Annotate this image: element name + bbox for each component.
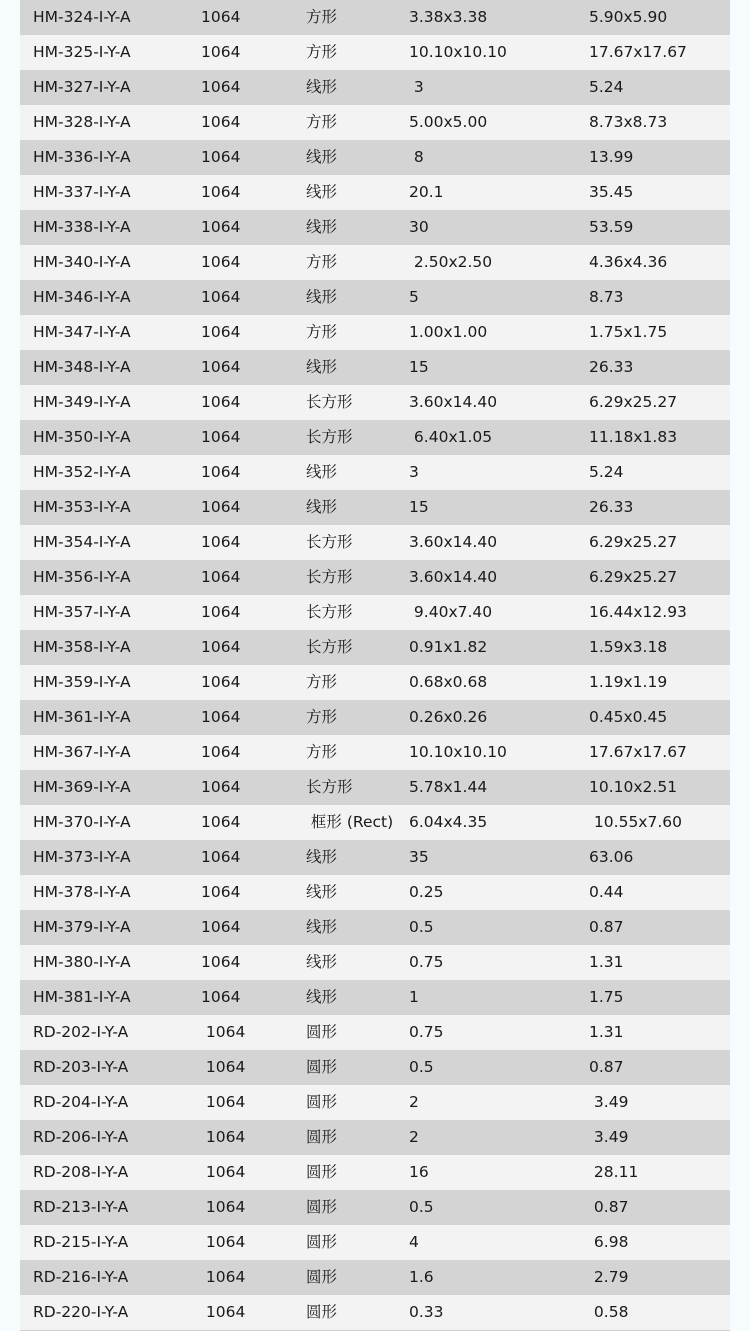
cell-wavelength: 1064 xyxy=(201,778,241,796)
cell-size: 6.04x4.35 xyxy=(409,813,488,831)
cell-shape: 线形 xyxy=(306,498,338,516)
cell-model: RD-213-I-Y-A xyxy=(33,1198,129,1216)
cell-wavelength: 1064 xyxy=(201,148,241,166)
cell-size: 3.60x14.40 xyxy=(409,568,498,586)
cell-output: 10.55x7.60 xyxy=(589,813,682,831)
cell-output: 6.29x25.27 xyxy=(589,568,678,586)
cell-model: HM-358-I-Y-A xyxy=(33,638,131,656)
cell-shape: 圆形 xyxy=(306,1058,338,1076)
product-spec-table xyxy=(20,0,730,1330)
cell-output: 11.18x1.83 xyxy=(589,428,678,446)
cell-model: HM-350-I-Y-A xyxy=(33,428,131,446)
cell-wavelength: 1064 xyxy=(201,43,241,61)
cell-output: 17.67x17.67 xyxy=(589,43,687,61)
cell-shape: 方形 xyxy=(306,743,338,761)
cell-output: 16.44x12.93 xyxy=(589,603,687,621)
cell-model: RD-216-I-Y-A xyxy=(33,1268,129,1286)
cell-output: 10.10x2.51 xyxy=(589,778,678,796)
cell-size: 3.60x14.40 xyxy=(409,533,498,551)
cell-shape: 方形 xyxy=(306,253,338,271)
cell-output: 3.49 xyxy=(589,1128,629,1146)
cell-shape: 线形 xyxy=(306,463,338,481)
table-row xyxy=(20,1015,730,1050)
cell-size: 35 xyxy=(409,848,429,866)
table-row xyxy=(20,280,730,315)
table-row xyxy=(20,980,730,1015)
cell-size: 0.75 xyxy=(409,1023,444,1041)
cell-wavelength: 1064 xyxy=(201,463,241,481)
cell-model: RD-215-I-Y-A xyxy=(33,1233,129,1251)
table-row xyxy=(20,595,730,630)
table-row xyxy=(20,735,730,770)
table-row xyxy=(20,385,730,420)
table-row xyxy=(20,1295,730,1330)
cell-model: RD-203-I-Y-A xyxy=(33,1058,129,1076)
cell-shape: 方形 xyxy=(306,8,338,26)
cell-wavelength: 1064 xyxy=(201,883,241,901)
cell-size: 0.75 xyxy=(409,953,444,971)
cell-shape: 圆形 xyxy=(306,1303,338,1321)
table-row xyxy=(20,525,730,560)
table-row xyxy=(20,70,730,105)
cell-model: HM-352-I-Y-A xyxy=(33,463,131,481)
cell-output: 8.73x8.73 xyxy=(589,113,668,131)
cell-model: HM-338-I-Y-A xyxy=(33,218,131,236)
cell-wavelength: 1064 xyxy=(201,1023,246,1041)
cell-size: 6.40x1.05 xyxy=(409,428,493,446)
cell-wavelength: 1064 xyxy=(201,988,241,1006)
cell-model: HM-369-I-Y-A xyxy=(33,778,131,796)
cell-wavelength: 1064 xyxy=(201,953,241,971)
table-row xyxy=(20,1190,730,1225)
cell-shape: 框形 (Rect) xyxy=(306,813,394,831)
cell-model: RD-202-I-Y-A xyxy=(33,1023,129,1041)
cell-wavelength: 1064 xyxy=(201,918,241,936)
cell-model: HM-337-I-Y-A xyxy=(33,183,131,201)
cell-wavelength: 1064 xyxy=(201,253,241,271)
cell-shape: 长方形 xyxy=(306,603,353,621)
cell-size: 2.50x2.50 xyxy=(409,253,493,271)
cell-shape: 长方形 xyxy=(306,533,353,551)
cell-shape: 圆形 xyxy=(306,1163,338,1181)
cell-model: HM-327-I-Y-A xyxy=(33,78,131,96)
cell-size: 0.33 xyxy=(409,1303,444,1321)
cell-size: 4 xyxy=(409,1233,419,1251)
cell-model: HM-378-I-Y-A xyxy=(33,883,131,901)
cell-size: 3.60x14.40 xyxy=(409,393,498,411)
cell-output: 28.11 xyxy=(589,1163,639,1181)
cell-size: 0.68x0.68 xyxy=(409,673,488,691)
cell-wavelength: 1064 xyxy=(201,603,241,621)
table-row xyxy=(20,420,730,455)
cell-size: 20.1 xyxy=(409,183,444,201)
cell-model: RD-208-I-Y-A xyxy=(33,1163,129,1181)
cell-shape: 长方形 xyxy=(306,393,353,411)
cell-output: 0.87 xyxy=(589,1058,624,1076)
cell-shape: 线形 xyxy=(306,218,338,236)
cell-size: 0.26x0.26 xyxy=(409,708,488,726)
cell-size: 1 xyxy=(409,988,419,1006)
cell-shape: 圆形 xyxy=(306,1093,338,1111)
cell-shape: 圆形 xyxy=(306,1023,338,1041)
cell-shape: 线形 xyxy=(306,953,338,971)
cell-shape: 方形 xyxy=(306,673,338,691)
cell-size: 2 xyxy=(409,1128,419,1146)
table-row xyxy=(20,1260,730,1295)
cell-shape: 线形 xyxy=(306,848,338,866)
cell-output: 6.29x25.27 xyxy=(589,393,678,411)
table-row xyxy=(20,770,730,805)
cell-size: 0.5 xyxy=(409,918,434,936)
cell-shape: 线形 xyxy=(306,183,338,201)
cell-wavelength: 1064 xyxy=(201,1233,246,1251)
cell-wavelength: 1064 xyxy=(201,1268,246,1286)
cell-wavelength: 1064 xyxy=(201,183,241,201)
table-row xyxy=(20,1050,730,1085)
cell-wavelength: 1064 xyxy=(201,393,241,411)
cell-model: HM-346-I-Y-A xyxy=(33,288,131,306)
cell-model: RD-206-I-Y-A xyxy=(33,1128,129,1146)
cell-model: RD-204-I-Y-A xyxy=(33,1093,129,1111)
table-row xyxy=(20,175,730,210)
cell-wavelength: 1064 xyxy=(201,673,241,691)
cell-output: 0.58 xyxy=(589,1303,629,1321)
cell-shape: 线形 xyxy=(306,883,338,901)
table-row xyxy=(20,700,730,735)
cell-shape: 线形 xyxy=(306,288,338,306)
cell-wavelength: 1064 xyxy=(201,8,241,26)
cell-wavelength: 1064 xyxy=(201,218,241,236)
cell-output: 6.98 xyxy=(589,1233,629,1251)
cell-model: HM-370-I-Y-A xyxy=(33,813,131,831)
cell-wavelength: 1064 xyxy=(201,323,241,341)
cell-wavelength: 1064 xyxy=(201,358,241,376)
cell-model: RD-220-I-Y-A xyxy=(33,1303,129,1321)
cell-shape: 线形 xyxy=(306,78,338,96)
cell-output: 63.06 xyxy=(589,848,634,866)
cell-model: HM-379-I-Y-A xyxy=(33,918,131,936)
cell-shape: 长方形 xyxy=(306,568,353,586)
table-row xyxy=(20,840,730,875)
cell-shape: 方形 xyxy=(306,708,338,726)
table-row xyxy=(20,105,730,140)
cell-wavelength: 1064 xyxy=(201,288,241,306)
cell-output: 0.44 xyxy=(589,883,624,901)
cell-wavelength: 1064 xyxy=(201,113,241,131)
cell-output: 4.36x4.36 xyxy=(589,253,668,271)
cell-size: 1.6 xyxy=(409,1268,434,1286)
cell-shape: 线形 xyxy=(306,358,338,376)
table-row xyxy=(20,350,730,385)
cell-size: 16 xyxy=(409,1163,429,1181)
cell-output: 1.19x1.19 xyxy=(589,673,668,691)
cell-size: 0.5 xyxy=(409,1198,434,1216)
cell-shape: 长方形 xyxy=(306,428,353,446)
cell-wavelength: 1064 xyxy=(201,1128,246,1146)
cell-size: 10.10x10.10 xyxy=(409,43,507,61)
cell-output: 26.33 xyxy=(589,498,634,516)
cell-output: 5.90x5.90 xyxy=(589,8,668,26)
cell-wavelength: 1064 xyxy=(201,638,241,656)
cell-shape: 长方形 xyxy=(306,638,353,656)
table-row xyxy=(20,805,730,840)
cell-output: 0.87 xyxy=(589,918,624,936)
table-row xyxy=(20,315,730,350)
cell-model: HM-354-I-Y-A xyxy=(33,533,131,551)
cell-output: 0.87 xyxy=(589,1198,629,1216)
table-row xyxy=(20,490,730,525)
cell-model: HM-336-I-Y-A xyxy=(33,148,131,166)
table-row xyxy=(20,560,730,595)
cell-output: 53.59 xyxy=(589,218,634,236)
table-row xyxy=(20,245,730,280)
cell-wavelength: 1064 xyxy=(201,743,241,761)
table-row xyxy=(20,35,730,70)
cell-size: 0.25 xyxy=(409,883,444,901)
cell-wavelength: 1064 xyxy=(201,1058,246,1076)
cell-output: 1.75x1.75 xyxy=(589,323,668,341)
cell-size: 2 xyxy=(409,1093,419,1111)
table-row xyxy=(20,1225,730,1260)
cell-model: HM-357-I-Y-A xyxy=(33,603,131,621)
cell-output: 1.75 xyxy=(589,988,624,1006)
table-row xyxy=(20,210,730,245)
cell-shape: 线形 xyxy=(306,988,338,1006)
cell-size: 30 xyxy=(409,218,429,236)
cell-wavelength: 1064 xyxy=(201,848,241,866)
cell-output: 13.99 xyxy=(589,148,634,166)
cell-wavelength: 1064 xyxy=(201,498,241,516)
cell-size: 8 xyxy=(409,148,424,166)
cell-output: 1.31 xyxy=(589,953,624,971)
cell-size: 9.40x7.40 xyxy=(409,603,493,621)
cell-shape: 线形 xyxy=(306,148,338,166)
cell-shape: 圆形 xyxy=(306,1198,338,1216)
cell-size: 3 xyxy=(409,463,419,481)
cell-model: HM-356-I-Y-A xyxy=(33,568,131,586)
table-row xyxy=(20,1085,730,1120)
cell-shape: 方形 xyxy=(306,43,338,61)
table-row xyxy=(20,910,730,945)
cell-shape: 方形 xyxy=(306,113,338,131)
cell-size: 3 xyxy=(409,78,424,96)
cell-shape: 线形 xyxy=(306,918,338,936)
cell-output: 1.59x3.18 xyxy=(589,638,668,656)
cell-output: 35.45 xyxy=(589,183,634,201)
cell-wavelength: 1064 xyxy=(201,1093,246,1111)
cell-size: 5.78x1.44 xyxy=(409,778,488,796)
cell-size: 10.10x10.10 xyxy=(409,743,507,761)
cell-output: 0.45x0.45 xyxy=(589,708,668,726)
cell-size: 3.38x3.38 xyxy=(409,8,488,26)
cell-model: HM-340-I-Y-A xyxy=(33,253,131,271)
cell-shape: 圆形 xyxy=(306,1233,338,1251)
cell-model: HM-359-I-Y-A xyxy=(33,673,131,691)
table-row xyxy=(20,1155,730,1190)
table-row xyxy=(20,0,730,35)
cell-size: 5 xyxy=(409,288,419,306)
cell-wavelength: 1064 xyxy=(201,813,241,831)
cell-output: 5.24 xyxy=(589,78,624,96)
cell-size: 15 xyxy=(409,358,429,376)
cell-wavelength: 1064 xyxy=(201,1198,246,1216)
cell-output: 8.73 xyxy=(589,288,624,306)
table-row xyxy=(20,455,730,490)
cell-model: HM-380-I-Y-A xyxy=(33,953,131,971)
cell-output: 26.33 xyxy=(589,358,634,376)
cell-model: HM-367-I-Y-A xyxy=(33,743,131,761)
table-row xyxy=(20,875,730,910)
table-row xyxy=(20,1120,730,1155)
cell-wavelength: 1064 xyxy=(201,533,241,551)
cell-model: HM-324-I-Y-A xyxy=(33,8,131,26)
cell-output: 6.29x25.27 xyxy=(589,533,678,551)
cell-wavelength: 1064 xyxy=(201,708,241,726)
cell-wavelength: 1064 xyxy=(201,78,241,96)
cell-output: 17.67x17.67 xyxy=(589,743,687,761)
cell-model: HM-349-I-Y-A xyxy=(33,393,131,411)
cell-output: 1.31 xyxy=(589,1023,624,1041)
cell-wavelength: 1064 xyxy=(201,1163,246,1181)
cell-model: HM-328-I-Y-A xyxy=(33,113,131,131)
cell-wavelength: 1064 xyxy=(201,1303,246,1321)
cell-model: HM-381-I-Y-A xyxy=(33,988,131,1006)
cell-output: 3.49 xyxy=(589,1093,629,1111)
cell-size: 5.00x5.00 xyxy=(409,113,488,131)
cell-shape: 方形 xyxy=(306,323,338,341)
cell-size: 0.5 xyxy=(409,1058,434,1076)
cell-model: HM-361-I-Y-A xyxy=(33,708,131,726)
cell-shape: 圆形 xyxy=(306,1268,338,1286)
cell-size: 0.91x1.82 xyxy=(409,638,488,656)
cell-model: HM-325-I-Y-A xyxy=(33,43,131,61)
cell-output: 2.79 xyxy=(589,1268,629,1286)
cell-shape: 圆形 xyxy=(306,1128,338,1146)
table-row xyxy=(20,630,730,665)
cell-model: HM-373-I-Y-A xyxy=(33,848,131,866)
cell-output: 5.24 xyxy=(589,463,624,481)
cell-model: HM-347-I-Y-A xyxy=(33,323,131,341)
cell-wavelength: 1064 xyxy=(201,428,241,446)
table-row xyxy=(20,945,730,980)
table-row xyxy=(20,665,730,700)
cell-model: HM-353-I-Y-A xyxy=(33,498,131,516)
cell-size: 15 xyxy=(409,498,429,516)
table-row xyxy=(20,140,730,175)
cell-shape: 长方形 xyxy=(306,778,353,796)
cell-size: 1.00x1.00 xyxy=(409,323,488,341)
cell-model: HM-348-I-Y-A xyxy=(33,358,131,376)
cell-wavelength: 1064 xyxy=(201,568,241,586)
